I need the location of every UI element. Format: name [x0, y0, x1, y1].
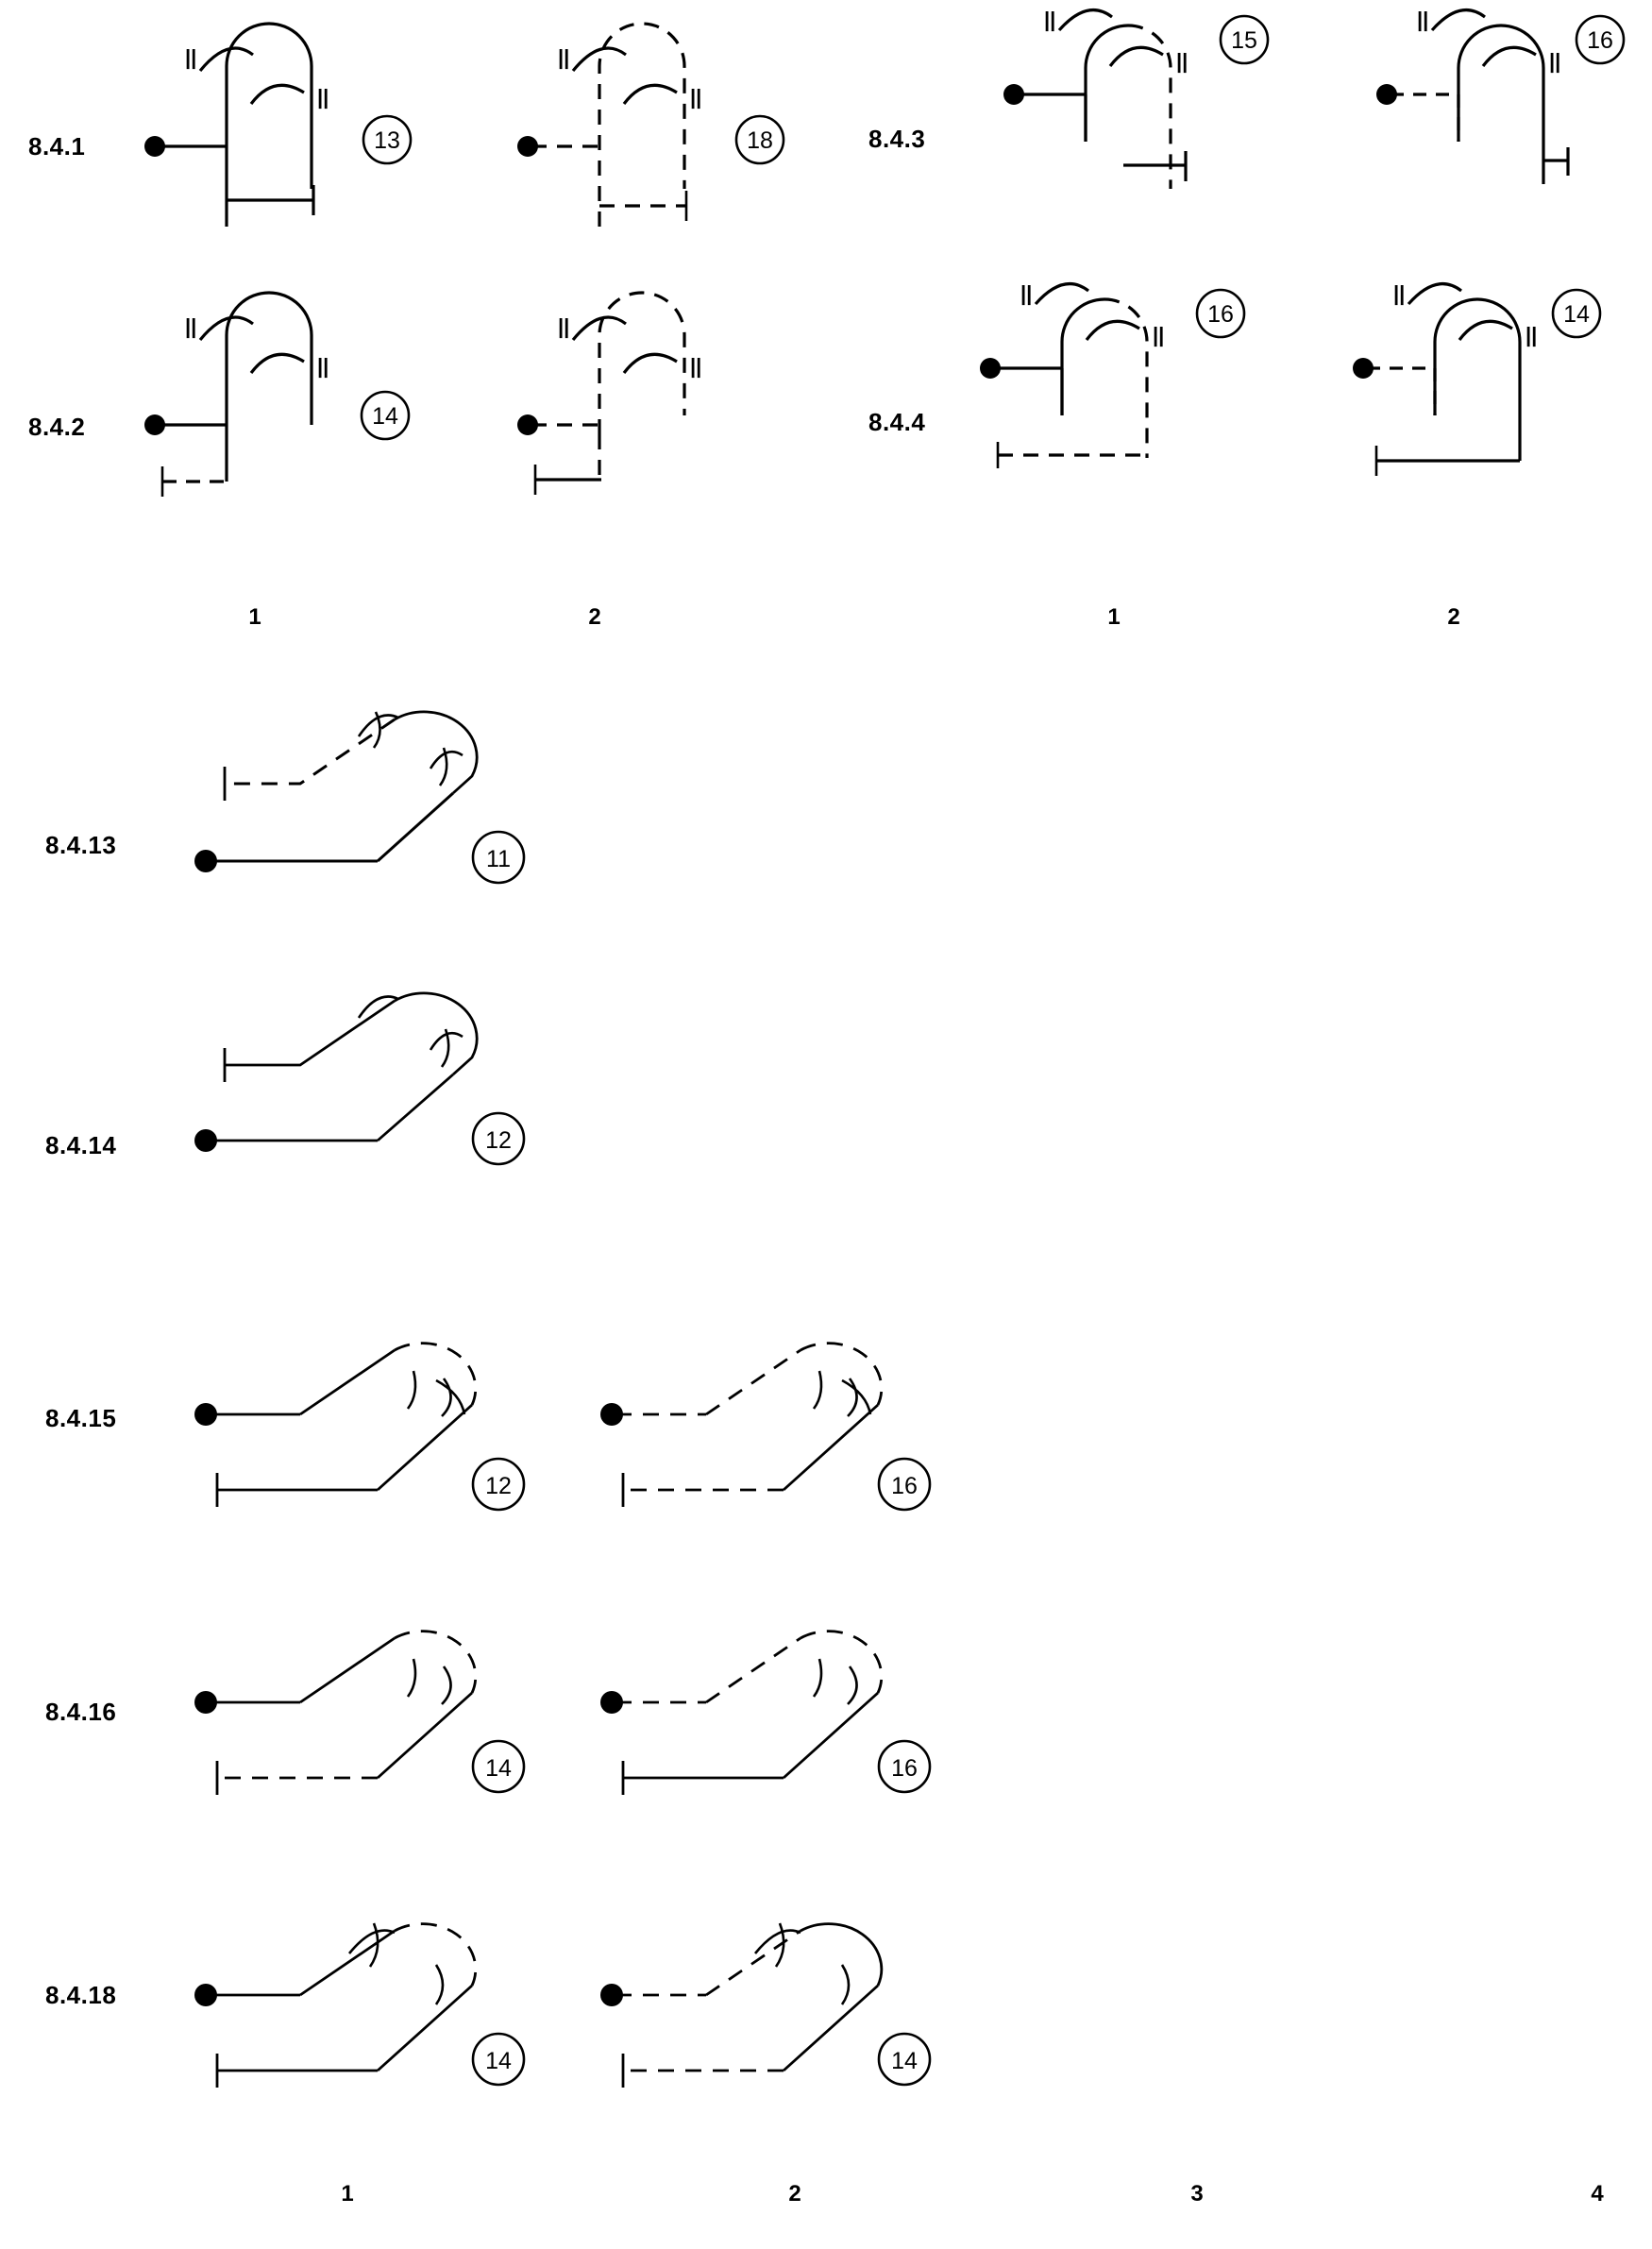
col-label-bottom-3: 3 [1190, 2181, 1204, 2207]
badge-label: 14 [485, 2048, 512, 2074]
figure-8-4-1-2 [514, 0, 826, 245]
badge-12 [473, 1113, 524, 1164]
col-label-top-2: 2 [588, 604, 601, 630]
badge-16 [879, 1459, 930, 1510]
col-label-bottom-4: 4 [1591, 2181, 1604, 2207]
tick-mark-left: || [1020, 281, 1033, 305]
tick-mark-left: || [1393, 281, 1406, 305]
badge-11 [473, 832, 524, 883]
col-label-bottom-2: 2 [788, 2181, 801, 2207]
figure-8-4-3-1 [1001, 0, 1312, 245]
col-label-top-3: 1 [1107, 604, 1121, 630]
badge-12 [473, 1459, 524, 1510]
figure-8-4-15-1 [189, 1294, 595, 1520]
figure-8-4-18-1 [189, 1874, 595, 2101]
badge-16 [1197, 290, 1244, 337]
start-dot [194, 850, 217, 872]
badge-13 [363, 116, 411, 163]
figure-8-4-13-1 [189, 661, 595, 888]
badge-14 [1553, 290, 1600, 337]
badge-label: 16 [891, 1473, 918, 1499]
row-label-8-4-4: 8.4.4 [868, 408, 926, 436]
row-label-8-4-14: 8.4.14 [45, 1131, 117, 1159]
figure-8-4-14-1 [189, 954, 595, 1180]
figure-8-4-2-2 [514, 274, 826, 519]
figure-8-4-4-2 [1350, 274, 1652, 519]
badge-label: 16 [891, 1755, 918, 1782]
figure-8-4-2-1 [142, 274, 453, 519]
figure-8-4-1-1 [142, 0, 453, 245]
start-dot [194, 1403, 217, 1426]
tick-mark-right: || [317, 354, 329, 378]
start-dot [194, 1984, 217, 2006]
start-dot [1353, 358, 1374, 379]
badge-label: 16 [1207, 301, 1234, 328]
tick-mark-right: || [317, 85, 329, 109]
badge-label: 18 [747, 127, 773, 154]
badge-16 [879, 1741, 930, 1792]
row-label-8-4-18: 8.4.18 [45, 1981, 117, 2009]
badge-14 [879, 2034, 930, 2085]
tick-mark-left: || [1417, 8, 1429, 31]
badge-label: 14 [1563, 301, 1590, 328]
start-dot [517, 414, 538, 435]
start-dot [1376, 84, 1397, 105]
start-dot [144, 136, 165, 157]
row-label-8-4-16: 8.4.16 [45, 1698, 117, 1726]
col-label-top-1: 1 [248, 604, 261, 630]
tick-mark-right: || [690, 354, 702, 378]
figure-8-4-15-2 [595, 1294, 1001, 1520]
start-dot [194, 1129, 217, 1152]
badge-14 [473, 2034, 524, 2085]
row-label-8-4-15: 8.4.15 [45, 1404, 117, 1432]
badge-label: 14 [891, 2048, 918, 2074]
start-dot [517, 136, 538, 157]
figure-8-4-4-1 [977, 274, 1289, 519]
start-dot [600, 1691, 623, 1714]
badge-label: 11 [486, 846, 511, 872]
tick-mark-right: || [1526, 323, 1538, 347]
col-label-bottom-1: 1 [341, 2181, 354, 2207]
badge-label: 14 [372, 403, 398, 430]
badge-15 [1221, 16, 1268, 63]
col-label-top-4: 2 [1447, 604, 1460, 630]
badge-label: 13 [374, 127, 400, 154]
start-dot [980, 358, 1001, 379]
tick-mark-left: || [1044, 8, 1056, 31]
badge-label: 14 [485, 1755, 512, 1782]
badge-label: 12 [485, 1127, 512, 1154]
start-dot [600, 1403, 623, 1426]
tick-mark-right: || [690, 85, 702, 109]
badge-label: 12 [485, 1473, 512, 1499]
row-label-8-4-1: 8.4.1 [28, 132, 86, 161]
badge-label: 15 [1231, 27, 1257, 54]
tick-mark-right: || [1176, 49, 1188, 73]
row-label-8-4-2: 8.4.2 [28, 413, 86, 441]
tick-mark-right: || [1549, 49, 1561, 73]
tick-mark-left: || [185, 314, 197, 338]
tick-mark-right: || [1153, 323, 1165, 347]
figure-8-4-18-2 [595, 1874, 1001, 2101]
tick-mark-left: || [558, 314, 570, 338]
start-dot [194, 1691, 217, 1714]
start-dot [1003, 84, 1024, 105]
row-label-8-4-3: 8.4.3 [868, 125, 926, 153]
figure-8-4-16-2 [595, 1581, 1001, 1808]
tick-mark-left: || [185, 45, 197, 69]
tick-mark-left: || [558, 45, 570, 69]
badge-14 [362, 392, 409, 439]
figure-8-4-16-1 [189, 1581, 595, 1808]
start-dot [600, 1984, 623, 2006]
start-dot [144, 414, 165, 435]
badge-label: 16 [1587, 27, 1613, 54]
row-label-8-4-13: 8.4.13 [45, 831, 117, 859]
badge-16 [1576, 16, 1624, 63]
badge-14 [473, 1741, 524, 1792]
figure-8-4-3-2 [1374, 0, 1652, 245]
badge-18 [736, 116, 784, 163]
